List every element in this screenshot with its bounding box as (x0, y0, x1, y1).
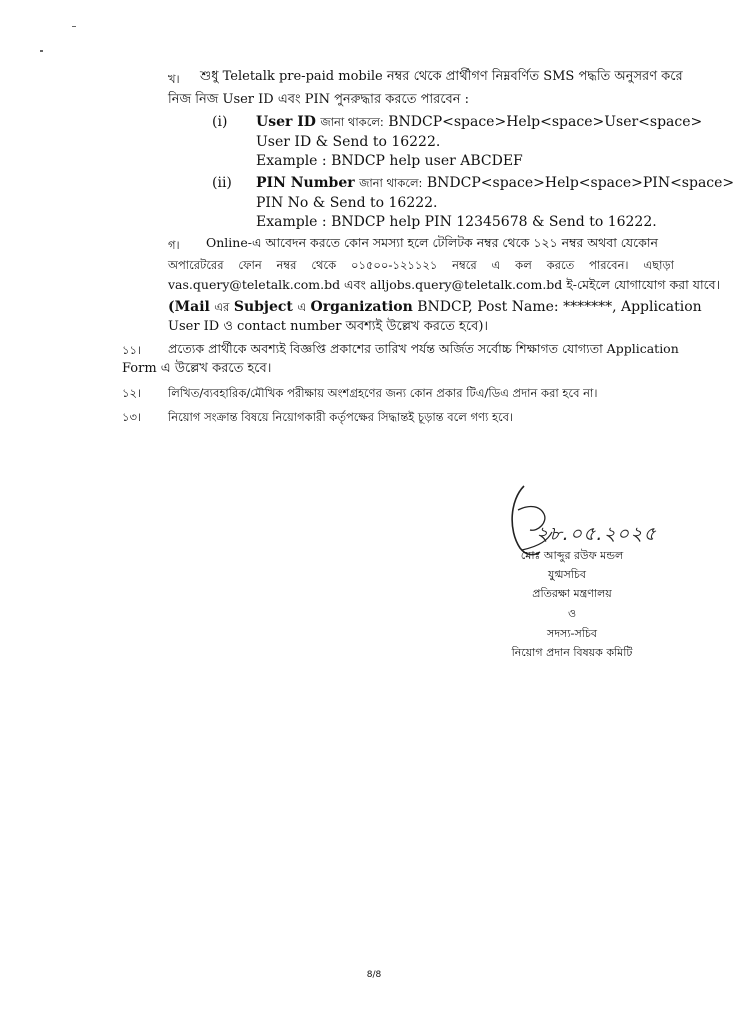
signatory-role: সদস্য-সচিব (547, 627, 597, 640)
item-kha-line2: নিজ নিজ User ID এবং PIN পুনরুদ্ধার করতে পারবেন : (168, 92, 470, 107)
ministry-name: প্রতিরক্ষা মন্ত্রণালয় (532, 587, 612, 600)
item-13-line1: নিয়োগ সংক্রান্ত বিষয়ে নিয়োগকারী কর্তৃপক্ষের সিদ্ধান্তই চূড়ান্ত বলে গণ্য হবে। (168, 410, 514, 424)
item-13-number: ১৩। (122, 410, 142, 424)
subject-label: Subject (233, 299, 293, 315)
conj-er: এর (214, 300, 230, 314)
scan-speck (40, 50, 43, 52)
sub-ii-lead: জানা থাকলে: (359, 176, 423, 190)
item-ga-line4 (168, 298, 702, 316)
sub-i-lead: জানা থাকলে: (320, 115, 384, 129)
conj-e: এ (297, 300, 307, 314)
sub-ii-marker: (ii) (212, 175, 232, 191)
signature-date: ২৮.০৫.২০২৫ (536, 523, 657, 545)
sub-i-line1 (256, 113, 702, 131)
item-ga-line5: User ID ও contact number অবশ্যই উল্লেখ করতে হবে)। (168, 319, 489, 334)
sub-ii-line2: PIN No & Send to 16222. (256, 195, 438, 211)
sub-ii-line1 (256, 174, 734, 192)
sub-ii-command: BNDCP<space>Help<space>PIN<space> (426, 175, 735, 191)
scan-speck (72, 26, 76, 27)
mail-paren-label: (Mail (168, 299, 210, 315)
item-ga-line1: Online-এ আবেদন করতে কোন সমস্যা হলে টেলিটক নম্বর থেকে ১২১ নম্বর অথবা যেকোন (206, 235, 658, 250)
organization-label: Organization (310, 299, 413, 315)
committee-name: নিয়োগ প্রদান বিষয়ক কমিটি (511, 646, 633, 659)
sub-i-line2: User ID & Send to 16222. (256, 134, 441, 150)
item-12-number: ১২। (122, 386, 142, 400)
signatory-name: মোঃ আব্দুর রউফ মন্ডল (520, 549, 624, 562)
item-12-line1: লিখিত/ব্যবহারিক/মৌখিক পরীক্ষায় অংশগ্রহণের জন্য কোন প্রকার টিএ/ডিএ প্রদান করা হবে না। (168, 386, 598, 400)
item-ga-line2: অপারেটরের ফোন নম্বর থেকে ০১৫০০-১২১১২১ নম্বরে এ কল করতে পারবেন। এছাড়া (168, 258, 674, 272)
signatory-designation: যুগ্মসচিব (548, 568, 586, 581)
item-11-line2: Form এ উল্লেখ করতে হবে। (122, 361, 272, 376)
item-kha-line1: শুধু Teletalk pre-paid mobile নম্বর থেকে প্রার্থীগণ নিম্নবর্ণিত SMS পদ্ধতি অনুসরণ করে (200, 69, 683, 84)
conjunction: ও (567, 607, 577, 620)
item-ga-line3: vas.query@teletalk.com.bd এবং alljobs.query@teletalk.com.bd ই-মেইলে যোগাযোগ করা যাবে। (168, 277, 721, 292)
sub-ii-example: Example : BNDCP help PIN 12345678 & Send to 16222. (256, 214, 657, 230)
item-kha-marker: খ। (168, 72, 180, 86)
sub-i-title: User ID (256, 114, 316, 130)
sub-ii-title: PIN Number (256, 175, 355, 191)
sub-i-marker: (i) (212, 114, 228, 130)
item-11-line1: প্রত্যেক প্রার্থীকে অবশ্যই বিজ্ঞপ্তি প্রকাশের তারিখ পর্যন্ত অর্জিত সর্বোচ্চ শিক্ষাগত যোগ্যতা Application (168, 341, 679, 356)
organization-value: BNDCP, Post Name: *******, Application (417, 299, 702, 315)
page-number: 8/8 (366, 970, 382, 980)
sub-i-example: Example : BNDCP help user ABCDEF (256, 153, 523, 169)
item-11-number: ১১। (122, 343, 142, 357)
sub-i-command: BNDCP<space>Help<space>User<space> (388, 114, 703, 130)
item-ga-marker: গ। (168, 238, 180, 252)
